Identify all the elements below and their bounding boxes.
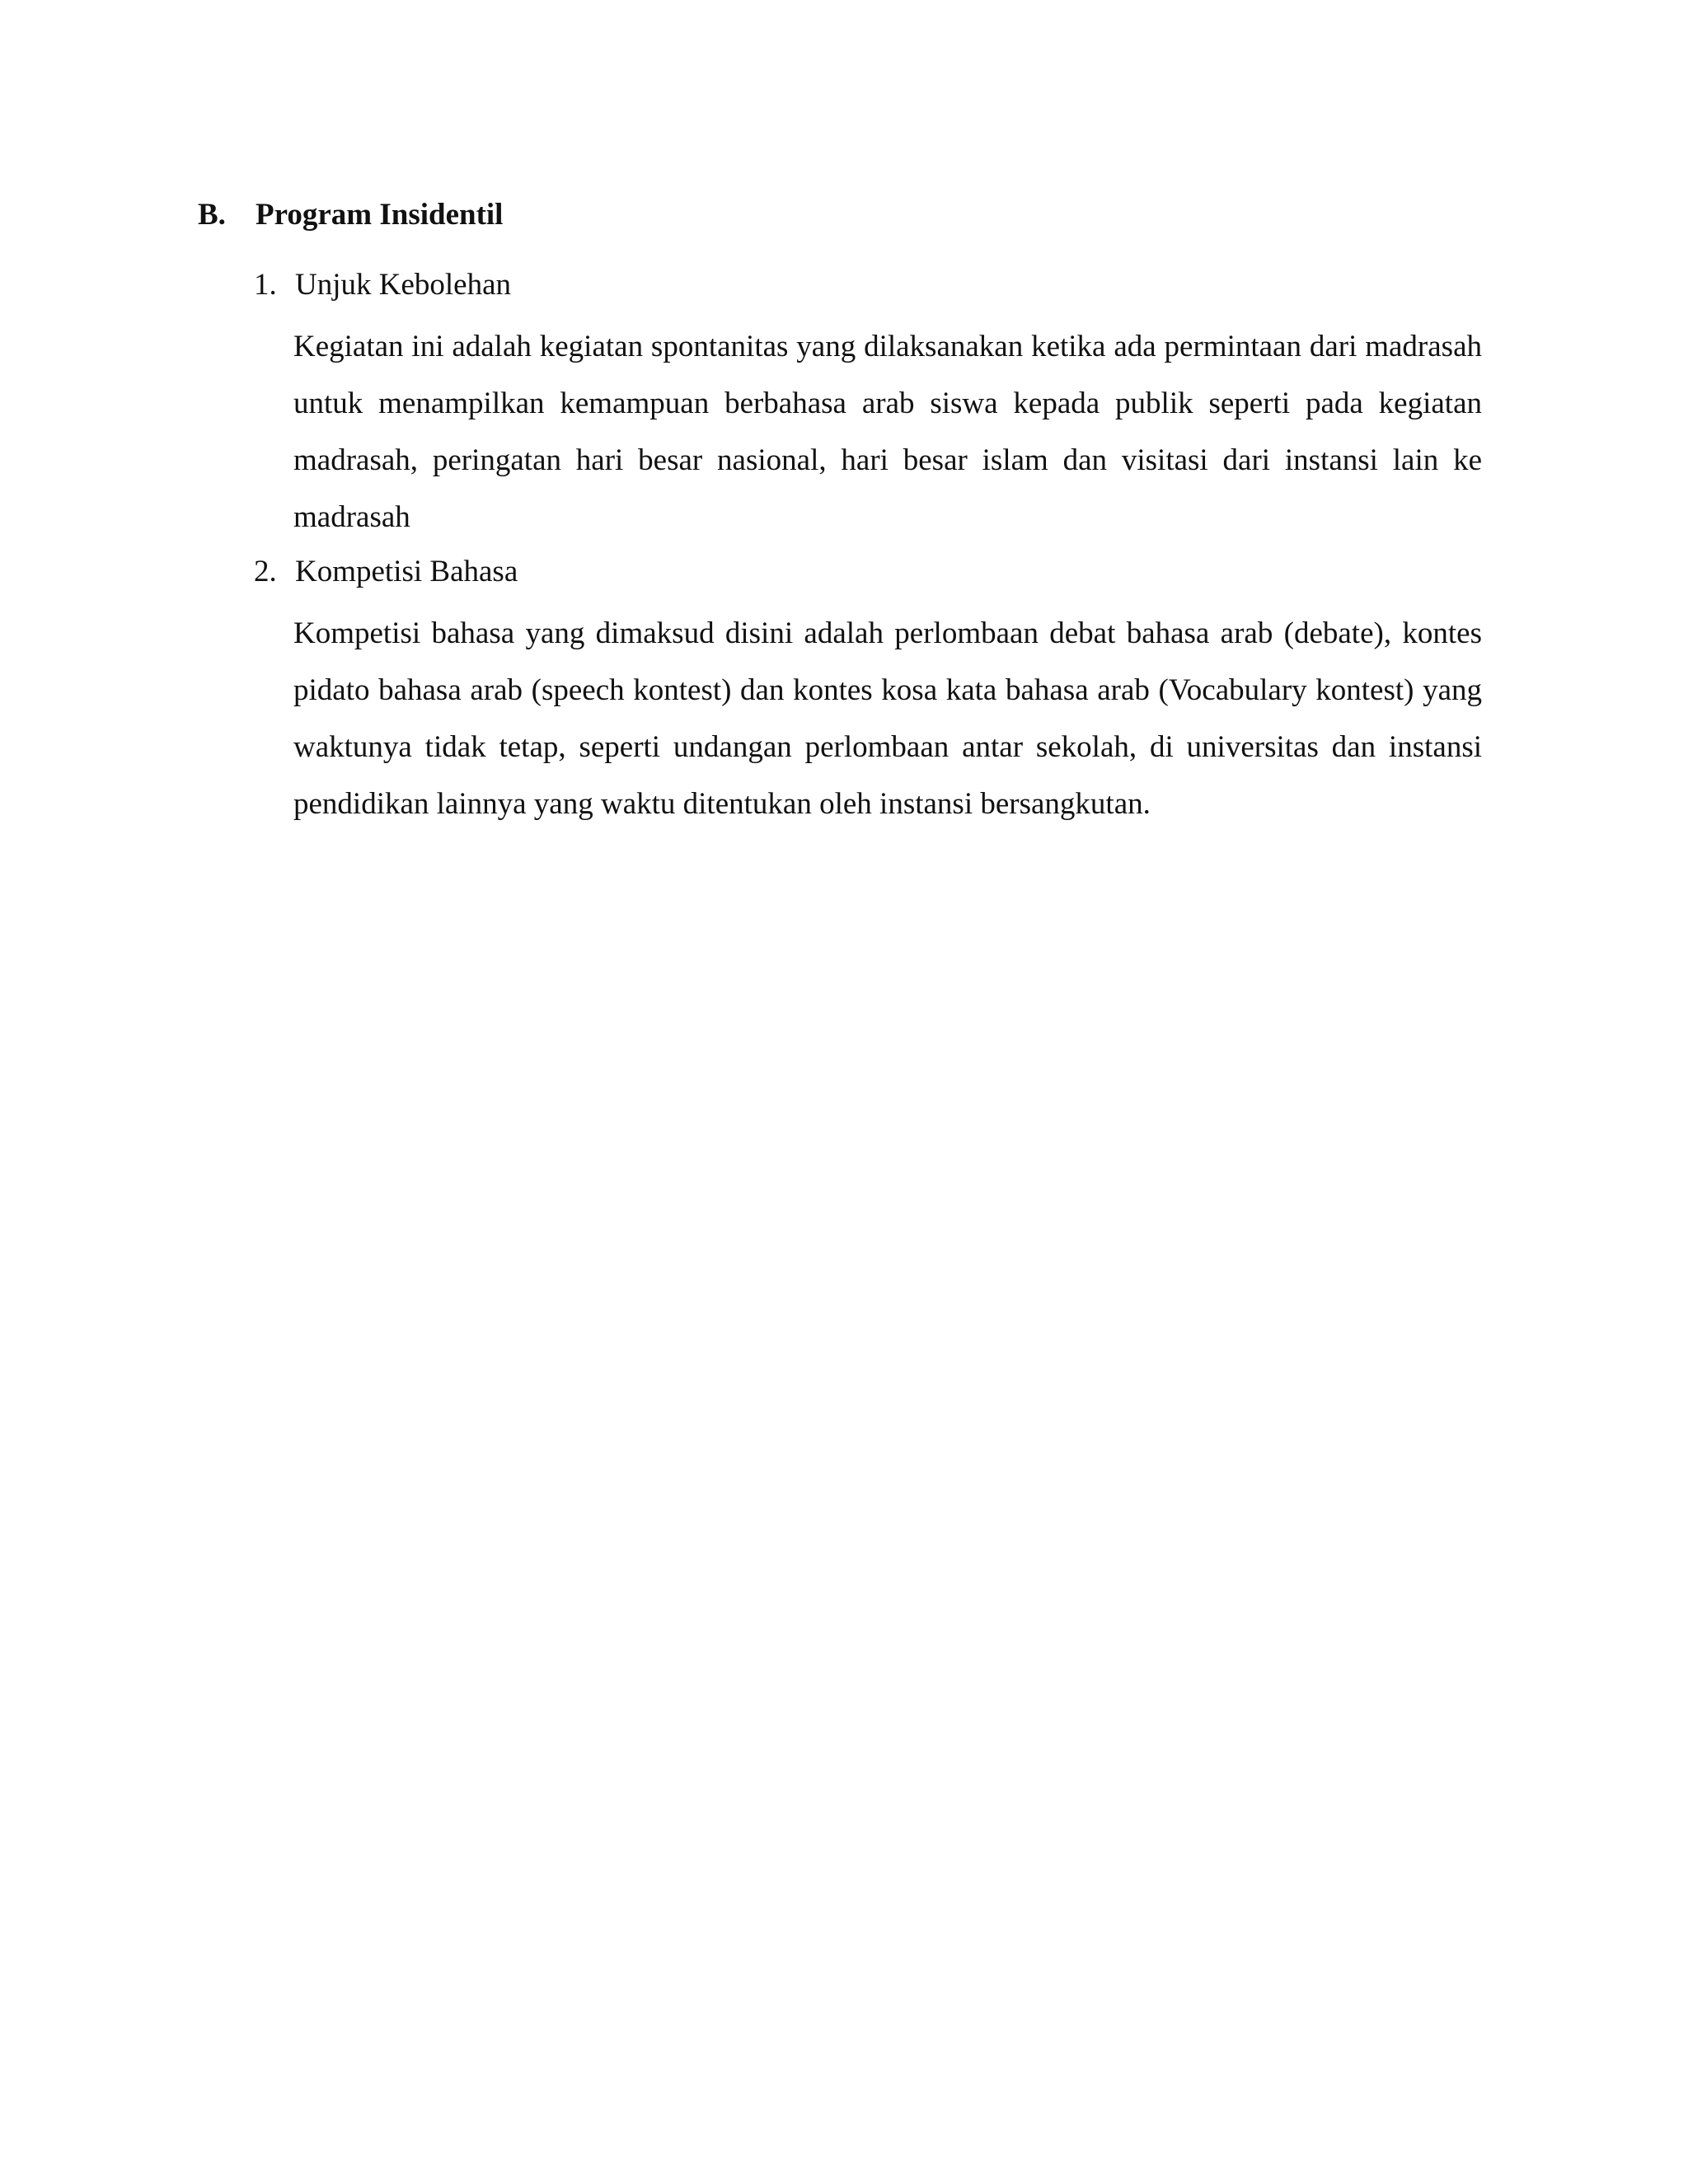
- section-letter: B.: [198, 198, 226, 232]
- numbered-list: [254, 262, 1482, 832]
- list-item-number: 1.: [254, 268, 277, 302]
- section-heading: [198, 194, 503, 236]
- list-item-paragraph: Kegiatan ini adalah kegiatan spontanitas yang dilaksanakan ketika ada permintaan dari madrasah untuk menampilkan kemampuan berbahasa arab siswa kepada publik seperti pada kegiatan madrasah, peringatan hari besar nasional, hari besar islam dan visitasi dari instansi lain ke madrasah: [293, 330, 1482, 534]
- list-item: [254, 262, 1482, 546]
- list-item-title: [254, 262, 1482, 308]
- section-title: Program Insidentil: [256, 198, 504, 232]
- list-item-number: 2.: [254, 555, 277, 588]
- list-item-title-text: Kompetisi Bahasa: [295, 555, 518, 588]
- list-item-title-text: Unjuk Kebolehan: [295, 268, 512, 302]
- list-item-paragraph: Kompetisi bahasa yang dimaksud disini adalah perlombaan debat bahasa arab (debate), kontes pidato bahasa arab (speech kontest) dan kontes kosa kata bahasa arab (Vocabulary kontest) yang waktunya tidak tetap, seperti undangan perlombaan antar sekolah, di universitas dan instansi pendidikan lainnya yang waktu ditentukan oleh instansi bersangkutan.: [293, 616, 1482, 821]
- list-item-title: [254, 549, 1482, 595]
- list-item: [254, 549, 1482, 832]
